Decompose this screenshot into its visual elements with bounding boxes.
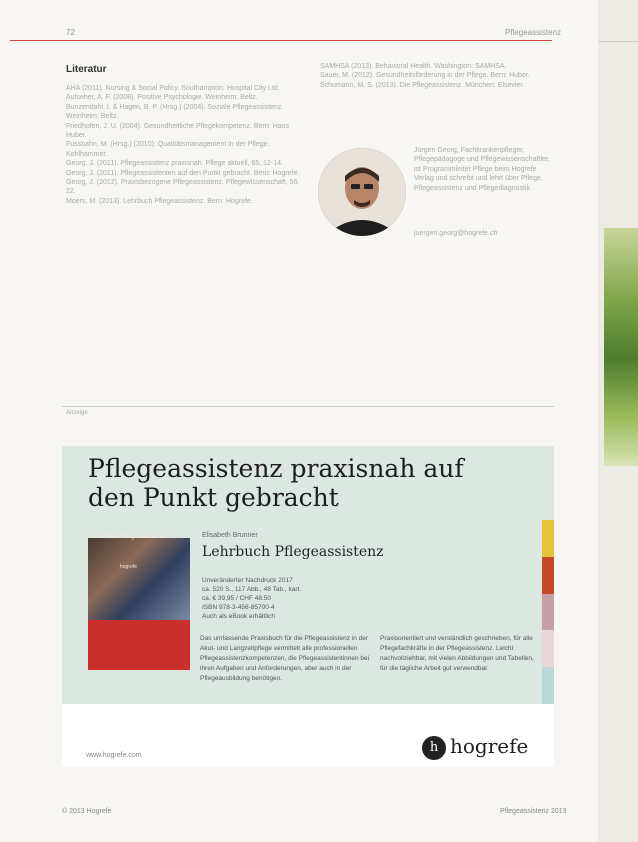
book-spec: ISBN 978-3-456-85700-4	[202, 604, 275, 611]
author-email[interactable]: juergen.georg@hogrefe.ch	[414, 230, 498, 237]
book-cover-publisher: hogrefe	[120, 564, 137, 570]
literature-title: Literatur	[66, 64, 107, 75]
footer-left: © 2013 Hogrefe	[62, 808, 112, 815]
author-portrait-icon	[318, 148, 406, 236]
page-number: 72	[66, 28, 75, 37]
book-author: Elisabeth Brunner	[202, 532, 258, 539]
adjacent-page-photo	[604, 228, 638, 466]
color-bar	[542, 630, 554, 667]
hogrefe-wordmark: hogrefe	[450, 734, 529, 758]
adjacent-page-rule	[598, 41, 638, 42]
hogrefe-logo-icon: h	[422, 736, 446, 760]
color-bar	[542, 667, 554, 704]
literature-entry: Fussbahn, M. (Hrsg.) (2010). Qualitätsmanagement in der Pflege. Kohlhammer.	[66, 141, 270, 158]
book-cover-image	[88, 538, 190, 620]
book-spec: ca. 520 S., 117 Abb., 48 Tab., kart.	[202, 586, 302, 593]
hogrefe-logo	[422, 734, 528, 760]
advertisement	[62, 446, 554, 704]
literature-entry: Sauer, M. (2012). Gesundheitsförderung in der Pflege. Bern: Huber.	[320, 72, 530, 80]
ad-body-left: Das umfassende Praxisbuch für die Pflegeassistenz in der Akut- und Langzeitpflege vermittelt alle professionellen Pflegeassistenzkompetenzen, die Pflegeassistentinnen bei ihren Aufgaben und Anforderungen, aber auch in der Pflegeausbildung benötigen.	[200, 635, 370, 682]
book-cover-title: Lehrbuch Pflegeassistenz	[94, 534, 163, 540]
color-bar	[542, 594, 554, 631]
header-rule	[10, 40, 552, 41]
ad-url[interactable]: www.hogrefe.com	[86, 752, 142, 759]
adjacent-page-edge	[598, 0, 638, 842]
literature-entry: Schumann, M. S. (2013). Die Pflegeassistenz. München: Elsevier.	[320, 81, 525, 89]
section-label: Pflegeassistenz	[505, 28, 562, 37]
color-bars	[542, 520, 554, 704]
book-title: Lehrbuch Pflegeassistenz	[202, 544, 384, 560]
literature-entry: Georg, J. (2011). Pflegeassistenz praxisnah. Pflege aktuell, 65, 12-14.	[66, 160, 283, 168]
footer-right: Pflegeassistenz 2013	[500, 808, 567, 815]
literature-right-column	[320, 62, 556, 90]
author-photo	[318, 148, 406, 236]
literature-entry: AHA (2011). Nursing & Social Policy. Southampton: Hospital City Ltd.	[66, 85, 280, 92]
book-spec: ca. € 39,95 / CHF 48.50	[202, 595, 272, 602]
literature-entry: Georg, J. (2012). Praxisbezogene Pflegeassistenz. Pflegewissenschaft, 56, 22.	[66, 179, 300, 196]
ad-footer	[62, 704, 554, 766]
literature-entry: Bunzendahl, I. & Hagen, B. P. (Hrsg.) (2004). Soziale Pflegeassistenz. Weinheim: Beltz.	[66, 103, 284, 121]
literature-entry: Aufseher, A. F. (2008). Positive Psychologie. Weinheim: Beltz.	[66, 94, 258, 102]
book-specs	[202, 576, 342, 621]
literature-left-column	[66, 84, 302, 206]
divider	[62, 406, 554, 407]
literature-entry: Friedhofen, J. U. (2004). Gesundheitliche Pflegekompetenz. Bern: Hans Huber.	[66, 122, 289, 140]
literature-entry: Moers, M. (2013). Lehrbuch Pflegeassistenz. Bern: Hogrefe.	[66, 197, 253, 205]
ad-headline: Pflegeassistenz praxisnah auf den Punkt gebracht	[88, 454, 464, 512]
color-bar	[542, 557, 554, 594]
ad-body-right: Praxisorientiert und verständlich geschrieben, für alle Pflegefachkräfte in der Pflegeassistenz. Leicht nachvollziehbar, mit vielen Abbildungen und Tabellen, für die tägliche Arbeit gut verwendbar.	[380, 635, 534, 672]
color-bar	[542, 520, 554, 557]
book-cover	[88, 538, 190, 670]
book-spec: Unveränderter Nachdruck 2017	[202, 577, 293, 584]
literature-entry: SAMHSA (2013). Behavioral Health. Washington: SAMHSA.	[320, 63, 507, 70]
ad-label: Anzeige	[66, 410, 88, 416]
literature-entry: Georg, J. (2011). Pflegeassistenten auf den Punkt gebracht. Bern: Hogrefe.	[66, 169, 300, 177]
author-bio: Jürgen Georg, Fachkrankenpfleger, Pflegepädagoge und Pflegewissenschaftler, ist Programmleiter Pflege beim Hogrefe Verlag und schreibt und lehrt über Pflege, Pflegeassistenz und Pflegediagnostik.	[414, 147, 550, 192]
book-spec: Auch als eBook erhältlich	[202, 613, 275, 620]
